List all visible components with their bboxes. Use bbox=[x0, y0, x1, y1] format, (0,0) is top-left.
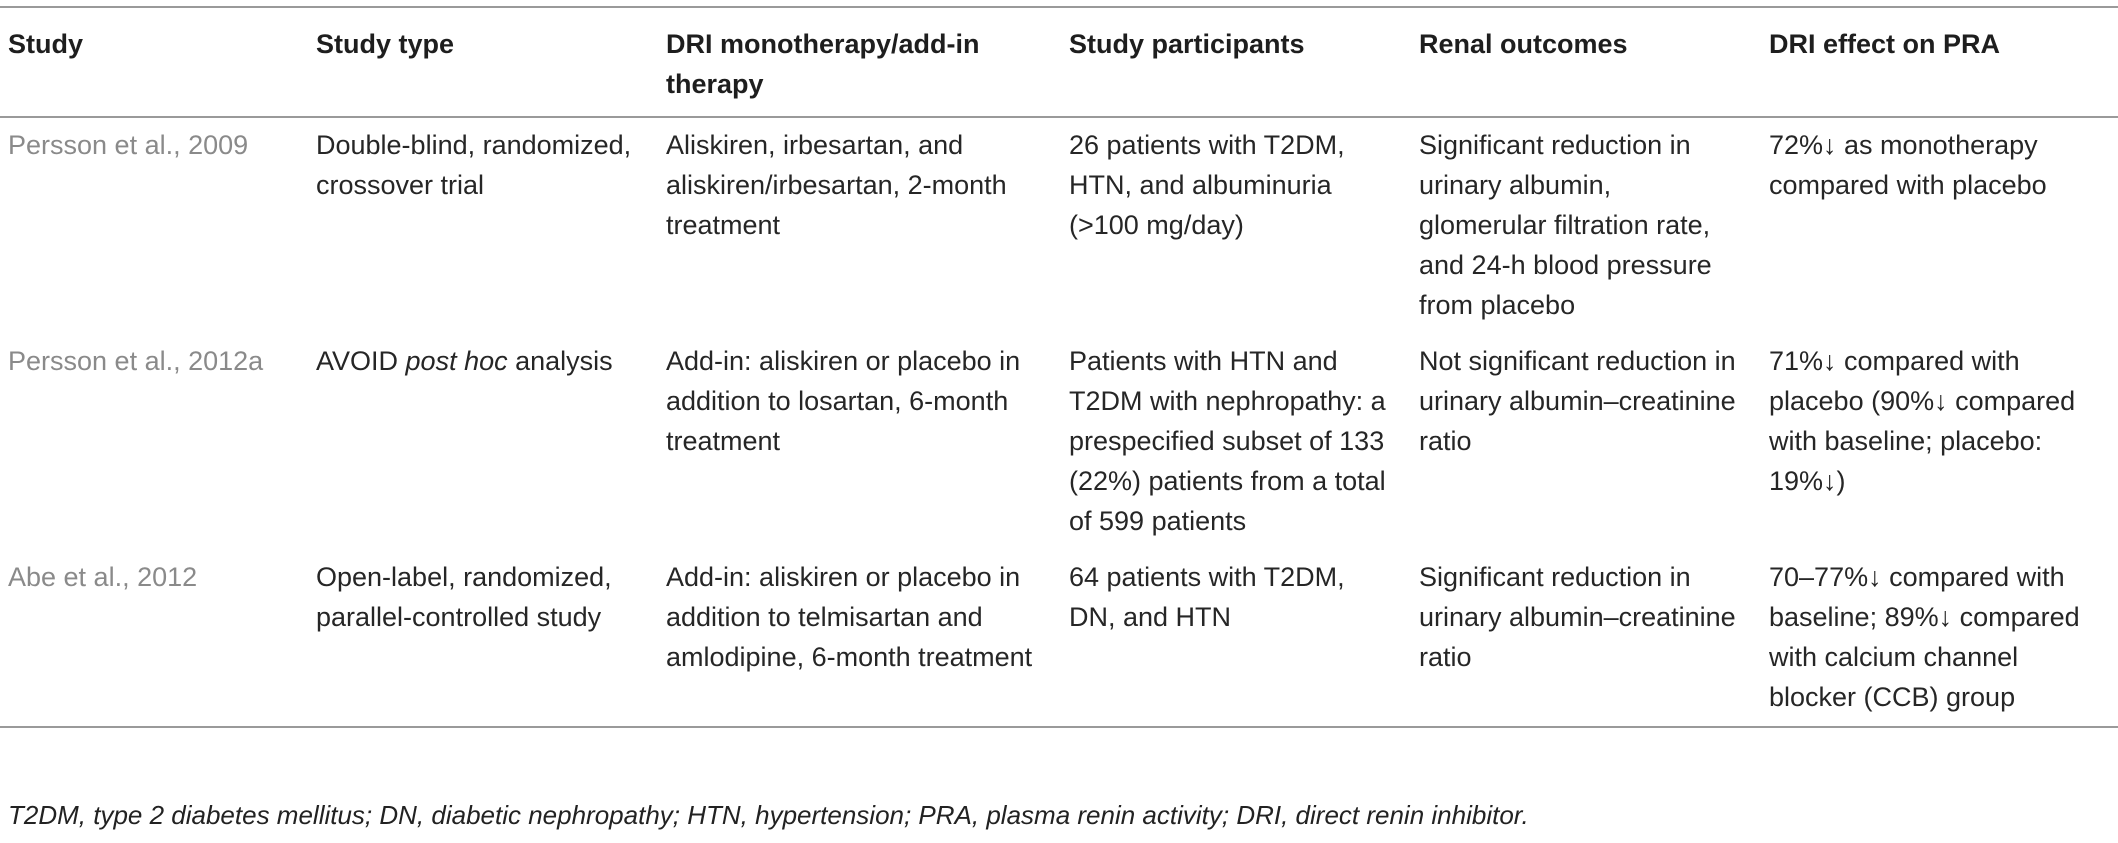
header-study-type: Study type bbox=[316, 29, 455, 59]
table-row bbox=[0, 550, 2118, 727]
cell-renal-outcomes: Significant reduction in urinary albumin, glomerular filtration rate, and 24-h blood pressure from placebo bbox=[1419, 130, 1712, 320]
study-type-italic: post hoc bbox=[405, 346, 508, 376]
header-pra-effect: DRI effect on PRA bbox=[1769, 29, 2001, 59]
table-row bbox=[0, 117, 2118, 334]
header-therapy: DRI monotherapy/add-in therapy bbox=[666, 29, 980, 99]
cell-therapy: Add-in: aliskiren or placebo in addition to losartan, 6-month treatment bbox=[666, 346, 1021, 456]
cell-pra-effect: 72%↓ as monotherapy compared with placebo bbox=[1769, 130, 2047, 200]
header-study: Study bbox=[8, 29, 84, 59]
cell-study-type: Double-blind, randomized, crossover trial bbox=[316, 130, 632, 200]
cell-study-type bbox=[308, 334, 658, 550]
table-row bbox=[0, 334, 2118, 550]
cell-renal-outcomes: Not significant reduction in urinary albumin–creatinine ratio bbox=[1419, 346, 1736, 456]
cell-study: Abe et al., 2012 bbox=[8, 562, 198, 592]
header-participants: Study participants bbox=[1069, 29, 1305, 59]
table-body bbox=[0, 117, 2118, 727]
study-type-suffix: analysis bbox=[507, 346, 613, 376]
cell-study: Persson et al., 2009 bbox=[8, 130, 249, 160]
cell-renal-outcomes: Significant reduction in urinary albumin–creatinine ratio bbox=[1419, 562, 1736, 672]
cell-study: Persson et al., 2012a bbox=[8, 346, 264, 376]
header-row bbox=[0, 7, 2118, 117]
cell-participants: 64 patients with T2DM, DN, and HTN bbox=[1069, 562, 1345, 632]
header-renal-outcomes: Renal outcomes bbox=[1419, 29, 1628, 59]
study-type-prefix: AVOID bbox=[316, 346, 406, 376]
table-header bbox=[0, 7, 2118, 117]
cell-participants: 26 patients with T2DM, HTN, and albuminuria (>100 mg/day) bbox=[1069, 130, 1345, 240]
cell-participants: Patients with HTN and T2DM with nephropathy: a prespecified subset of 133 (22%) patients from a total of 599 patients bbox=[1069, 346, 1386, 536]
study-table bbox=[0, 6, 2118, 728]
table-footnote: T2DM, type 2 diabetes mellitus; DN, diabetic nephropathy; HTN, hypertension; PRA, plasma renin activity; DRI, direct renin inhibitor. bbox=[8, 800, 1529, 830]
cell-pra-effect: 71%↓ compared with placebo (90%↓ compared with baseline; placebo: 19%↓) bbox=[1769, 346, 2076, 496]
cell-pra-effect: 70–77%↓ compared with baseline; 89%↓ compared with calcium channel blocker (CCB) group bbox=[1769, 562, 2080, 712]
cell-therapy: Aliskiren, irbesartan, and aliskiren/irbesartan, 2-month treatment bbox=[666, 130, 1007, 240]
cell-therapy: Add-in: aliskiren or placebo in addition to telmisartan and amlodipine, 6-month treatment bbox=[666, 562, 1033, 672]
cell-study-type: Open-label, randomized, parallel-controlled study bbox=[316, 562, 612, 632]
